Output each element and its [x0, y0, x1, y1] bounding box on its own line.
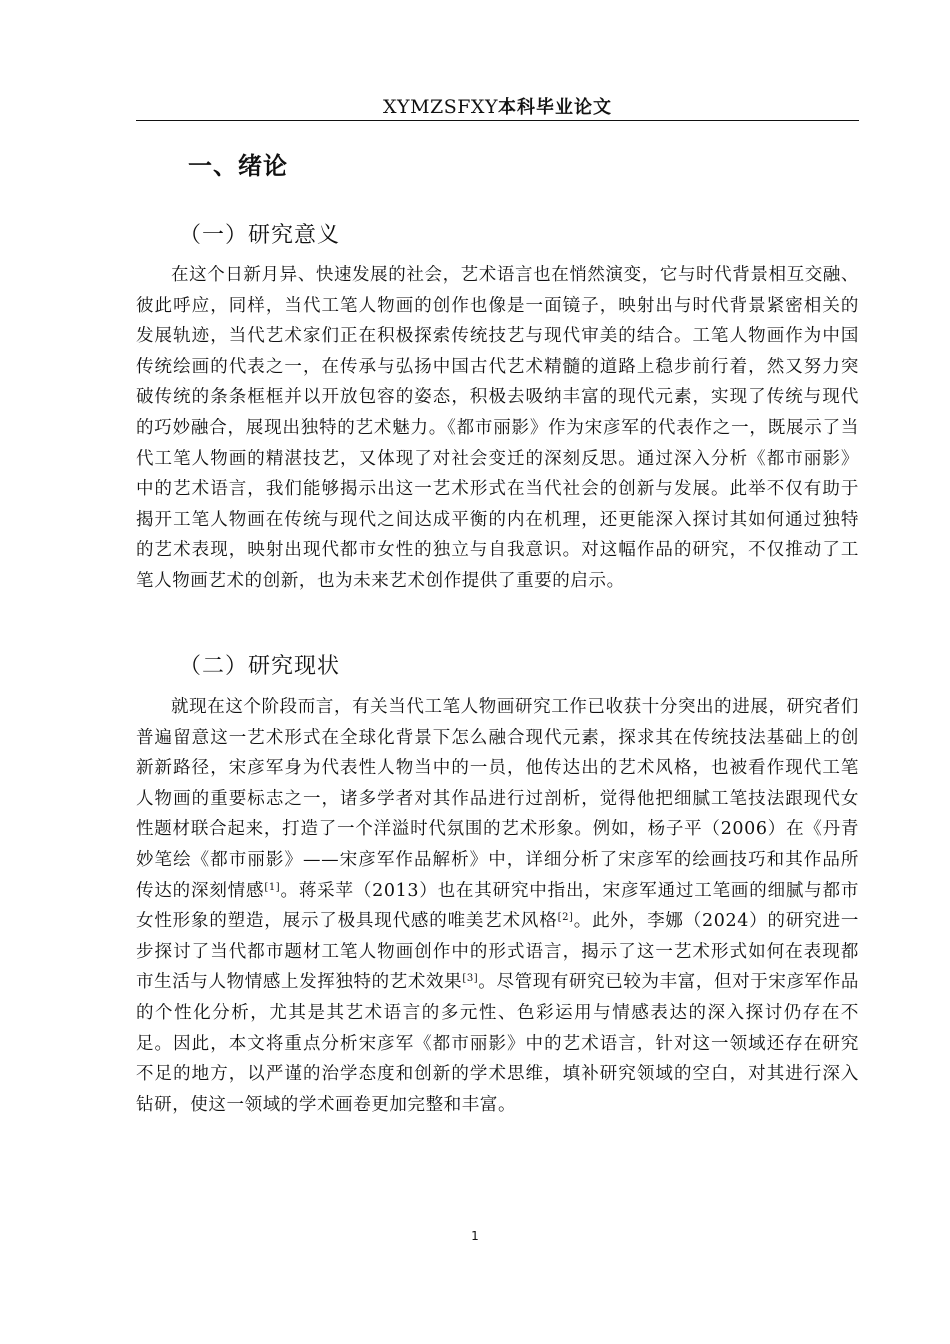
paragraph-segment: 。蒋采苹（2013）也在其研究中指出，宋彦军通过工笔画的细腻与都市女性形象的塑造，展示了极具现代感的唯美艺术风格 — [136, 880, 859, 932]
running-header — [136, 94, 859, 121]
citation-2: [2] — [557, 912, 574, 924]
citation-3: [3] — [462, 973, 479, 985]
section-title-status: （二）研究现状 — [179, 654, 341, 679]
paragraph-significance: 在这个日新月异、快速发展的社会，艺术语言也在悄然演变，它与时代背景相互交融、彼此呼应，同样，当代工笔人物画的创作也像是一面镜子，映射出与时代背景紧密相关的发展轨迹，当代艺术家们正在积极探索传统技艺与现代审美的结合。工笔人物画作为中国传统绘画的代表之一，在传承与弘扬中国古代艺术精髓的道路上稳步前行着，然又努力突破传统的条条框框并以开放包容的姿态，积极去吸纳丰富的现代元素，实现了传统与现代的巧妙融合，展现出独特的艺术魅力。《都市丽影》作为宋彦军的代表作之一，既展示了当代工笔人物画的精湛技艺，又体现了对社会变迁的深刻反思。通过深入分析《都市丽影》中的艺术语言，我们能够揭示出这一艺术形式在当代社会的创新与发展。此举不仅有助于揭开工笔人物画在传统与现代之间达成平衡的内在机理，还更能深入探讨其如何通过独特的艺术表现，映射出现代都市女性的独立与自我意识。对这幅作品的研究，不仅推动了工笔人物画艺术的创新，也为未来艺术创作提供了重要的启示。 — [136, 265, 859, 591]
header-label: 本科毕业论文 — [498, 97, 612, 118]
paragraph-segment: 。此外，李娜（2024）的研究进一步探讨了当代都市题材工笔人物画创作中的形式语言，揭示了这一艺术形式如何在表现都市生活与人物情感上发挥独特的艺术效果 — [136, 911, 859, 993]
chapter-title: 一、绪论 — [188, 152, 288, 180]
header-rule — [136, 120, 859, 121]
page-number: 1 — [471, 1229, 479, 1243]
paragraph-segment: 。尽管现有研究已较为丰富，但对于宋彦军作品的个性化分析，尤其是其艺术语言的多元性、色彩运用与情感表达的深入探讨仍存在不足。因此，本文将重点分析宋彦军《都市丽影》中的艺术语言，针对这一领域还存在研究不足的地方，以严谨的治学态度和创新的学术思维，填补研究领域的空白，对其进行深入钻研，使这一领域的学术画卷更加完整和丰富。 — [136, 972, 859, 1115]
paragraph-segment: 就现在这个阶段而言，有关当代工笔人物画研究工作已收获十分突出的进展，研究者们普遍留意这一艺术形式在全球化背景下怎么融合现代元素，探求其在传统技法基础上的创新新路径，宋彦军身为代表性人物当中的一员，他传达出的艺术风格，也被看作现代工笔人物画的重要标志之一，诸多学者对其作品进行过剖析，觉得他把细腻工笔技法跟现代女性题材联合起来，打造了一个洋溢时代氛围的艺术形象。例如，杨子平（2006）在《丹青妙笔绘《都市丽影》——宋彦军作品解析》中，详细分析了宋彦军的绘画技巧和其作品所传达的深刻情感 — [136, 697, 859, 901]
header-code: XYMZSFXY — [383, 96, 498, 118]
section-title-significance: （一）研究意义 — [179, 223, 341, 248]
citation-1: [1] — [264, 881, 281, 893]
paragraph-status — [136, 692, 859, 1120]
